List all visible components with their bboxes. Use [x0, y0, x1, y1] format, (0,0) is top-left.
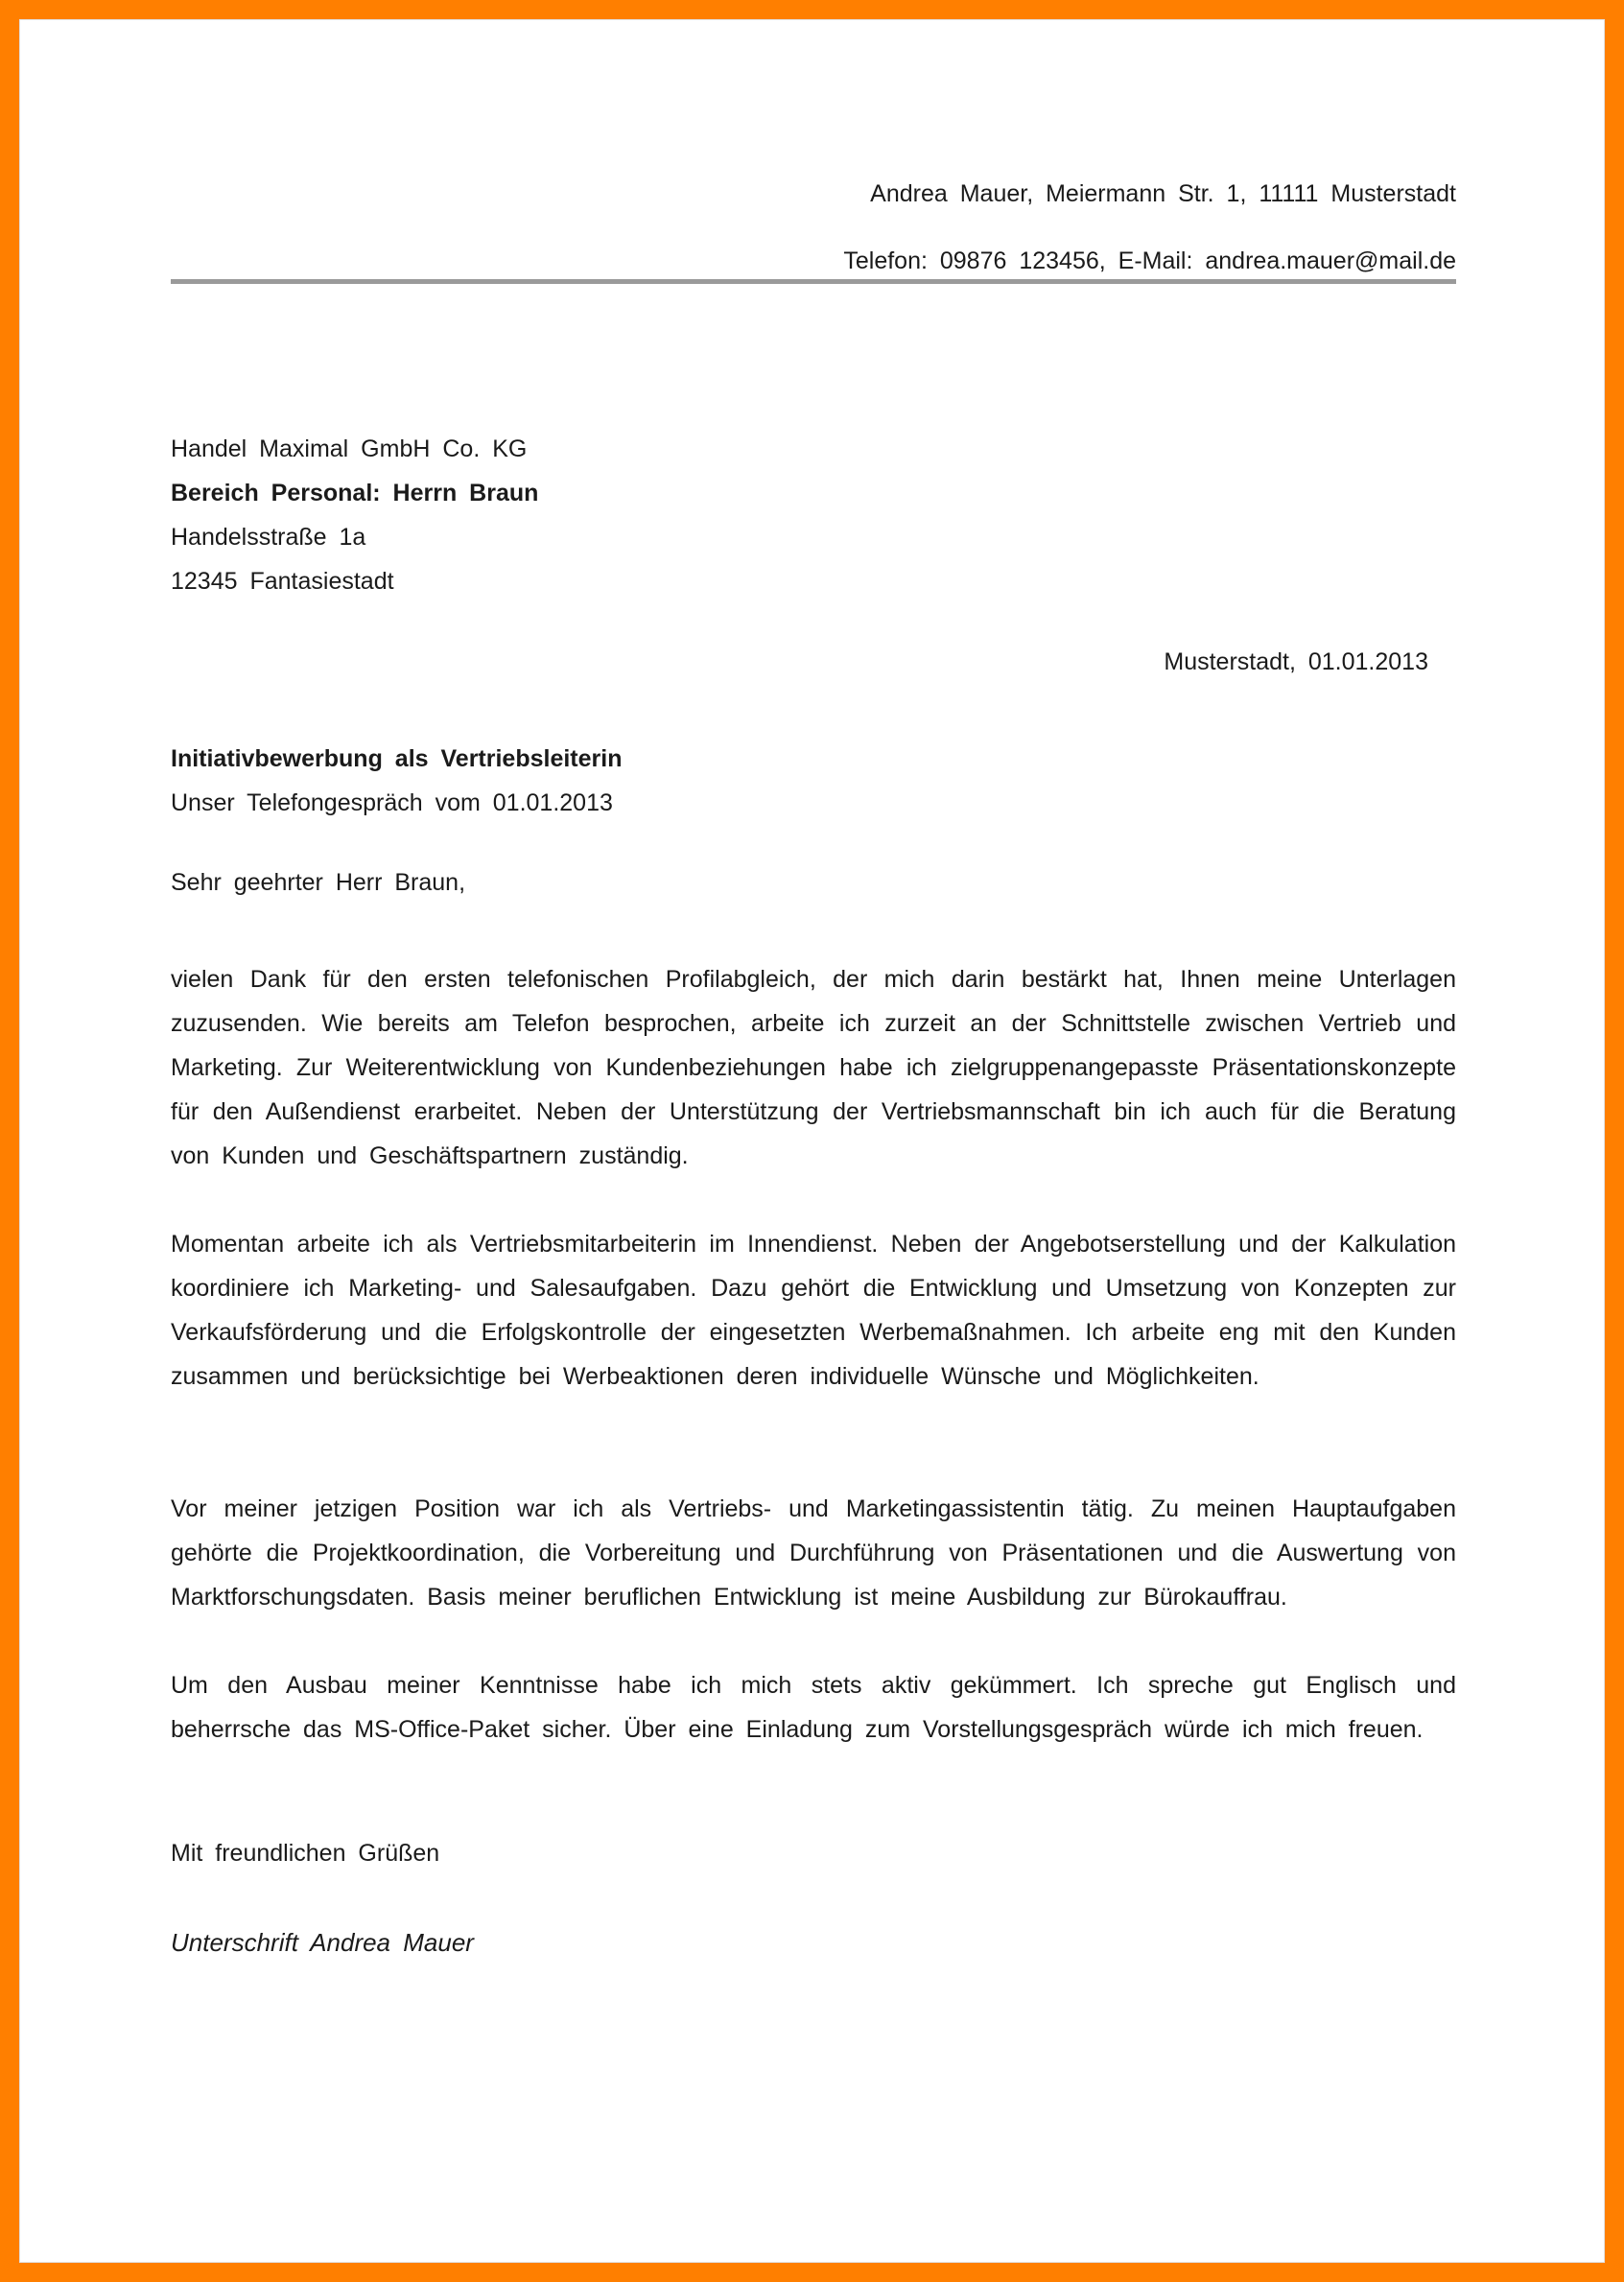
subject-block [171, 737, 622, 825]
subject-title: Initiativbewerbung als Vertriebsleiterin [171, 745, 623, 772]
recipient-street: Handelsstraße 1a [171, 524, 366, 551]
body-paragraph-4: Um den Ausbau meiner Kenntnisse habe ich mich stets aktiv gekümmert. Ich spreche gut Englisch und beherrsche das MS-Office-Paket sicher. Über eine Einladung zum Vorstellungsgespräch würde ich mich freuen. [171, 1672, 1456, 1743]
recipient-city: 12345 Fantasiestadt [171, 568, 394, 595]
closing: Mit freundlichen Grüßen [171, 1840, 440, 1867]
recipient-block [171, 427, 538, 603]
recipient-company: Handel Maximal GmbH Co. KG [171, 435, 528, 462]
sender-contact: Telefon: 09876 123456, E-Mail: andrea.mauer@mail.de [843, 247, 1456, 274]
header-rule [171, 279, 1456, 284]
signature: Unterschrift Andrea Mauer [171, 1928, 474, 1957]
body-paragraph-1: vielen Dank für den ersten telefonischen Profilabgleich, der mich darin bestärkt hat, Ihnen meine Unterlagen zuzusenden. Wie bereits am Telefon besprochen, arbeite ich zurzeit an der Schnittstelle zwischen Vertrieb und Marketing. Zur Weiterentwicklung von Kundenbeziehungen habe ich zielgruppenangepasste Präsentationskonzepte für den Außendienst erarbeitet. Neben der Unterstützung der Vertriebsmannschaft bin ich auch für die Beratung von Kunden und Geschäftspartnern zuständig. [171, 966, 1456, 1169]
recipient-department: Bereich Personal: Herrn Braun [171, 480, 539, 506]
salutation: Sehr geehrter Herr Braun, [171, 869, 466, 896]
body-paragraph-3: Vor meiner jetzigen Position war ich als Vertriebs- und Marketingassistentin tätig. Zu meinen Hauptaufgaben gehörte die Projektkoordination, die Vorbereitung und Durchführung von Präsentationen und die Auswertung von Marktforschungsdaten. Basis meiner beruflichen Entwicklung ist meine Ausbildung zur Bürokauffrau. [171, 1495, 1456, 1611]
body-paragraph-2: Momentan arbeite ich als Vertriebsmitarbeiterin im Innendienst. Neben der Angebotserstellung und der Kalkulation koordiniere ich Marketing- und Salesaufgaben. Dazu gehört die Entwicklung und Umsetzung von Konzepten zur Verkaufsförderung und die Erfolgskontrolle der eingesetzten Werbemaßnahmen. Ich arbeite eng mit den Kunden zusammen und berücksichtige bei Werbeaktionen deren individuelle Wünsche und Möglichkeiten. [171, 1231, 1456, 1390]
date-line: Musterstadt, 01.01.2013 [1164, 648, 1428, 675]
subject-reference: Unser Telefongespräch vom 01.01.2013 [171, 789, 613, 816]
sender-address: Andrea Mauer, Meiermann Str. 1, 11111 Musterstadt [870, 180, 1456, 207]
